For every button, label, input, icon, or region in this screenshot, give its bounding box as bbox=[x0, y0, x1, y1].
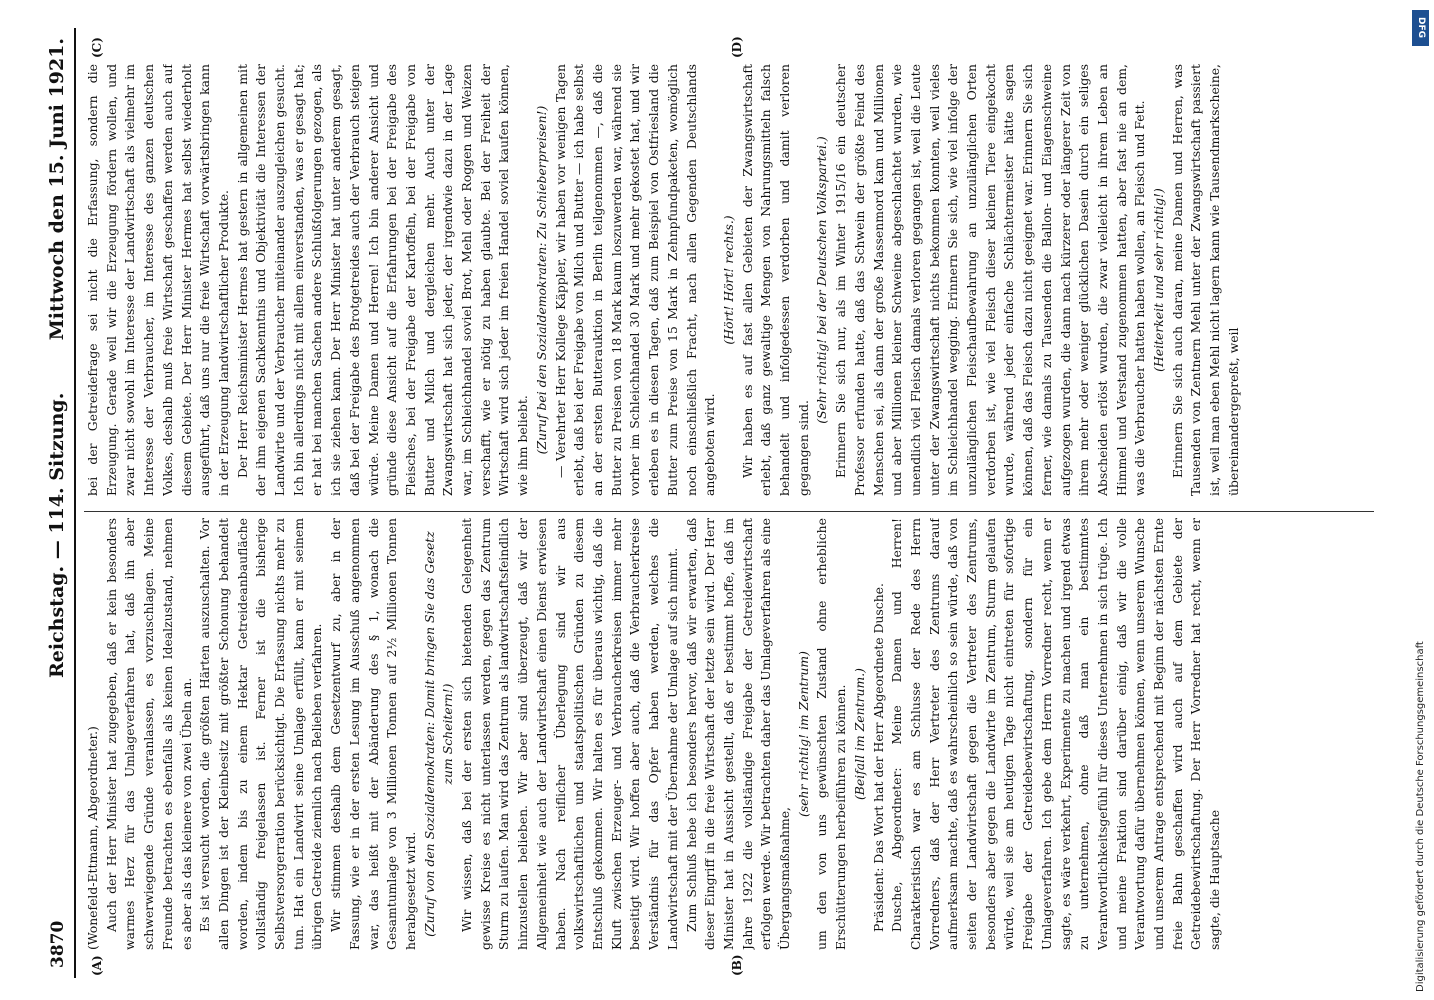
paragraph: Wir haben es auf fast allen Gebieten der Zwangswirtschaft erlebt, daß ganz gewaltige Mengen von Nahrungsmitteln falsch behandelt und infolgedessen verdorben und damit verloren gegangen sind. bbox=[739, 64, 811, 496]
president-line: Präsident: Das Wort hat der Herr Abgeordnete Dusche. bbox=[870, 583, 886, 932]
paragraph: Der Herr Reichsminister Hermes hat gestern in allgemeinen mit der ihm eigenen Sachkenntnis und Objektivität die Interessen der Landwirte und der Verbraucher miteinander auszugleichen gesucht. Ich bin allerdings nicht mit allem einverstanden, was er gesagt hat; er hat bei manchen Sachen andere Schlußfolgerungen gezogen, als ich sie ziehen kann. Der Herr Minister hat unter anderem gesagt, daß bei der Freigabe des Brotgetreides auch der Verbrauch steigen würde. Meine Damen und Herren! Ich bin anderer Ansicht und gründe diese Ansicht auf die Erfahrungen bei der Freigabe des Fleisches, bei der Freigabe der Kartoffeln, bei der Freigabe von Butter und Milch und dergleichen mehr. Auch unter der Zwangswirtschaft hat sich jeder, der irgendwie dazu in der Lage war, im Schleichhandel soviel Brot, Mehl oder Roggen und Weizen verschafft, wie er nötig zu haben glaubte. Bei der Freiheit der Wirtschaft wird sich jeder im freien Handel soviel kaufen können, wie ihm beliebt. bbox=[234, 64, 531, 496]
margin-mark-b: (B) bbox=[730, 954, 744, 976]
interjection: (Zuruf von den Sozialdemokraten: Damit bringen Sie das Gesetz zum Scheitern!) bbox=[421, 531, 456, 937]
interjection: (Sehr richtig! bei der Deutschen Volkspartei.) bbox=[814, 136, 830, 424]
session-title: Reichstag. — 114. Sitzung. bbox=[46, 392, 68, 678]
right-text-column bbox=[84, 64, 1374, 496]
paragraph: Wir stimmen deshalb dem Gesetzentwurf zu, aber in der Fassung, wie er in der ersten Lesung im Ausschuß angenommen war, das heißt mit der Abänderung des § 1, wonach die Gesamtumlage von 3 Millionen Tonnen auf 2½ Millionen Tonnen herabgesetzt wird. bbox=[328, 518, 418, 950]
column-divider bbox=[84, 511, 1374, 512]
interjection: (Zuruf bei den Sozialdemokraten: Zu Schieberpreisen!) bbox=[533, 105, 549, 455]
interjection: (Beifall im Zentrum.) bbox=[851, 667, 867, 801]
interjection: (sehr richtig! im Zentrum) bbox=[795, 651, 811, 818]
paragraph: um den von uns gewünschten Zustand ohne erhebliche Erschütterungen herbeiführen zu können. bbox=[814, 518, 849, 950]
interjection: (Hört! Hört! rechts.) bbox=[720, 215, 736, 345]
paragraph: Erinnern Sie sich auch daran, meine Damen und Herren, was Tausenden von Zentnern Mehl unter der Zwangswirtschaft passiert ist, weil man eben Mehl nicht lagern kann wie Tausendmarkscheine, übereinandergepreßt, weil bbox=[1169, 64, 1241, 496]
session-date: Mittwoch den 15. Juni 1921. bbox=[46, 38, 68, 341]
margin-mark-a: (A) bbox=[90, 955, 104, 976]
paragraph: — Verehrter Herr Kollege Käppler, wir haben vor wenigen Tagen erlebt, daß bei der Freigabe von Milch und Butter — ich habe selbst an der ersten Butterauktion in Berlin teilgenommen —, daß die Butter zu Preisen von 18 Mark kaum loszuwerden war, während sie vorher im Schleichhandel 30 Mark und mehr gekostet hat, und wir erleben es in diesen Tagen, daß zum Beispiel von Ostfriesland die Butter zum Preise von 15 Mark in Zehnpfundpaketen, womöglich noch einschließlich Fracht, nach allen Gegenden Deutschlands angeboten wird. bbox=[552, 64, 718, 496]
paragraph: Es ist versucht worden, die größten Härten auszuschalten. Vor allen Dingen ist der Kleinbesitz mit größter Schonung behandelt worden, indem bis zu einem Hektar Getreideanbaufläche vollständig freigelassen ist. Ferner ist die bisherige Selbstversorgerration berücksichtigt. Die Erfassung nichts mehr zu tun. Hat ein Landwirt seine Umlage erfüllt, kann er mit seinem übrigen Getreide ziemlich nach Belieben verfahren. bbox=[197, 518, 325, 950]
left-text-column bbox=[84, 518, 1374, 950]
interjection: (Heiterkeit und sehr richtig!) bbox=[1151, 188, 1167, 372]
digitization-credit bbox=[1411, 8, 1431, 992]
margin-mark-d: (D) bbox=[730, 36, 744, 58]
page-number: 3870 bbox=[48, 920, 68, 968]
margin-mark-c: (C) bbox=[90, 37, 104, 58]
credit-text: Digitalisierung gefördert durch die Deutsche Forschungsgemeinschaft bbox=[1415, 641, 1426, 992]
paragraph: Zum Schluß hebe ich besonders hervor, daß wir erwarten, daß dieser Eingriff in die freie Wirtschaft der letzte sein wird. Der Herr Minister hat in Aussicht gestellt, daß er bestimmt hoffe, daß im Jahre 1922 die vollständige Freigabe der Getreidewirtschaft erfolgen werde. Wir betrachten daher das Umlageverfahren als eine Übergangsmaßnahme, bbox=[683, 518, 793, 950]
page-header bbox=[40, 28, 76, 978]
speaker-paragraph: Dusche, Abgeordneter: Meine Damen und Herren! Charakteristisch war es am Schlusse der Rede des Herrn Vorredners, daß der Herr Vertreter des Zentrums darauf aufmerksam machte, daß es wahrscheinlich so sein würde, daß von seiten der Landwirtschaft gegen die Vertreter des Zentrums, besonders aber gegen die Landwirte im Zentrum, Sturm gelaufen würde, weil sie am heutigen Tage nicht eintreten für sofortige Freigabe der Getreidebewirtschaftung, sondern für ein Umlageverfahren. Ich gebe dem Herrn Vorredner recht, wenn er sagte, es wäre verkehrt, Experimente zu machen und irgend etwas zu unternehmen, ohne daß man ein bestimmtes Verantwortlichkeitsgefühl für dieses Unternehmen in sich trüge. Ich und meine Fraktion sind darüber einig, daß wir die volle Verantwortung dafür übernehmen können, wenn unserem Wunsche und unserem Antrage entsprechend mit Beginn der nächsten Ernte freie Bahn geschaffen wird auch auf dem Gebiete der Getreidebewirtschaftung. Der Herr Vorredner hat recht, wenn er sagte, die Hauptsache bbox=[889, 518, 1223, 950]
dfg-logo: DFG bbox=[1412, 10, 1429, 46]
paragraph: Wir wissen, daß bei der ersten sich bietenden Gelegenheit gewisse Kreise es nicht unterlassen werden, gegen das Zentrum Sturm zu laufen. Man wird das Zentrum als landwirtschaftsfeindlich hinzustellen belieben. Wir aber sind überzeugt, daß wir der Allgemeinheit wie auch der Landwirtschaft einen Dienst erwiesen haben. Nach reiflicher Überlegung sind wir aus volkswirtschaftlichen und staatspolitischen Gründen zu diesem Entschluß gekommen. Wir halten es für überaus wichtig, daß die Kluft zwischen Erzeuger- und Verbraucherkreisen immer mehr beseitigt wird. Wir hoffen aber auch, daß die Verbraucherkreise Verständnis für das Opfer haben werden, welches die Landwirtschaft mit der Übernahme der Umlage auf sich nimmt. bbox=[459, 518, 680, 950]
speaker-continuation: (Wonefeld-Ettmann, Abgeordneter.) bbox=[85, 726, 100, 950]
rotated-document-page bbox=[40, 28, 1392, 978]
paragraph: Auch der Herr Minister hat zugegeben, daß er kein besonders warmes Herz für das Umlageverfahren hat, daß ihn aber schwerwiegende Gründe veranlassen, es vorzuschlagen. Meine Freunde betrachten es ebenfalls als keinen Idealzustand, nehmen es aber als das kleinere von zwei Übeln an. bbox=[103, 518, 194, 950]
paragraph: bei der Getreidefrage sei nicht die Erfassung, sondern die Erzeugung. Gerade weil wir die Erzeugung fördern wollen, und zwar nicht sowohl im Interesse der Landwirtschaft als vielmehr im Interesse der Verbraucher, im Interesse des ganzen deutschen Volkes, deshalb muß freie Wirtschaft geschaffen werden auch auf diesem Gebiete. Der Herr Minister Hermes hat selbst wiederholt ausgeführt, daß uns nur die freie Wirtschaft vorwärtsbringen kann in der Erzeugung landwirtschaftlicher Produkte. bbox=[85, 64, 231, 496]
paragraph: Erinnern Sie sich nur, als im Winter 1915/16 ein deutscher Professor erfunden hatte, daß das Schwein der größte Feind des Menschen sei, als dann der große Massenmord kam und Millionen und aber Millionen kleiner Schweine abgeschlachtet wurden, wie unendlich viel Fleisch damals verloren gegangen ist, weil die Leute unter der Zwangswirtschaft nichts bekommen konnten, weil vieles im Schleichhandel wegging. Erinnern Sie sich, wie viel infolge der unzulänglichen Fleischaufbewahrung an unzulänglichen Orten verdorben ist, wie viel Fleisch dieser kleinen Tiere eingekocht wurde, während jeder einfache Schlächtermeister hätte sagen können, daß das Fleisch dazu nicht geeignet war. Erinnern Sie sich ferner, wie damals zu Tausenden die Ballon- und Eiagenschweine aufgezogen wurden, die dann nach kürzerer oder längerer Zeit von ihrem mehr oder weniger glücklichen Dasein durch ein seliges Abscheiden erlöst wurden, die zwar vielleicht in ihrem Leben an Himmel und Verstand zugenommen hatten, aber fast nie an dem, was die Verbraucher hatten haben wollen, an Fleisch und Fett. bbox=[833, 64, 1148, 496]
